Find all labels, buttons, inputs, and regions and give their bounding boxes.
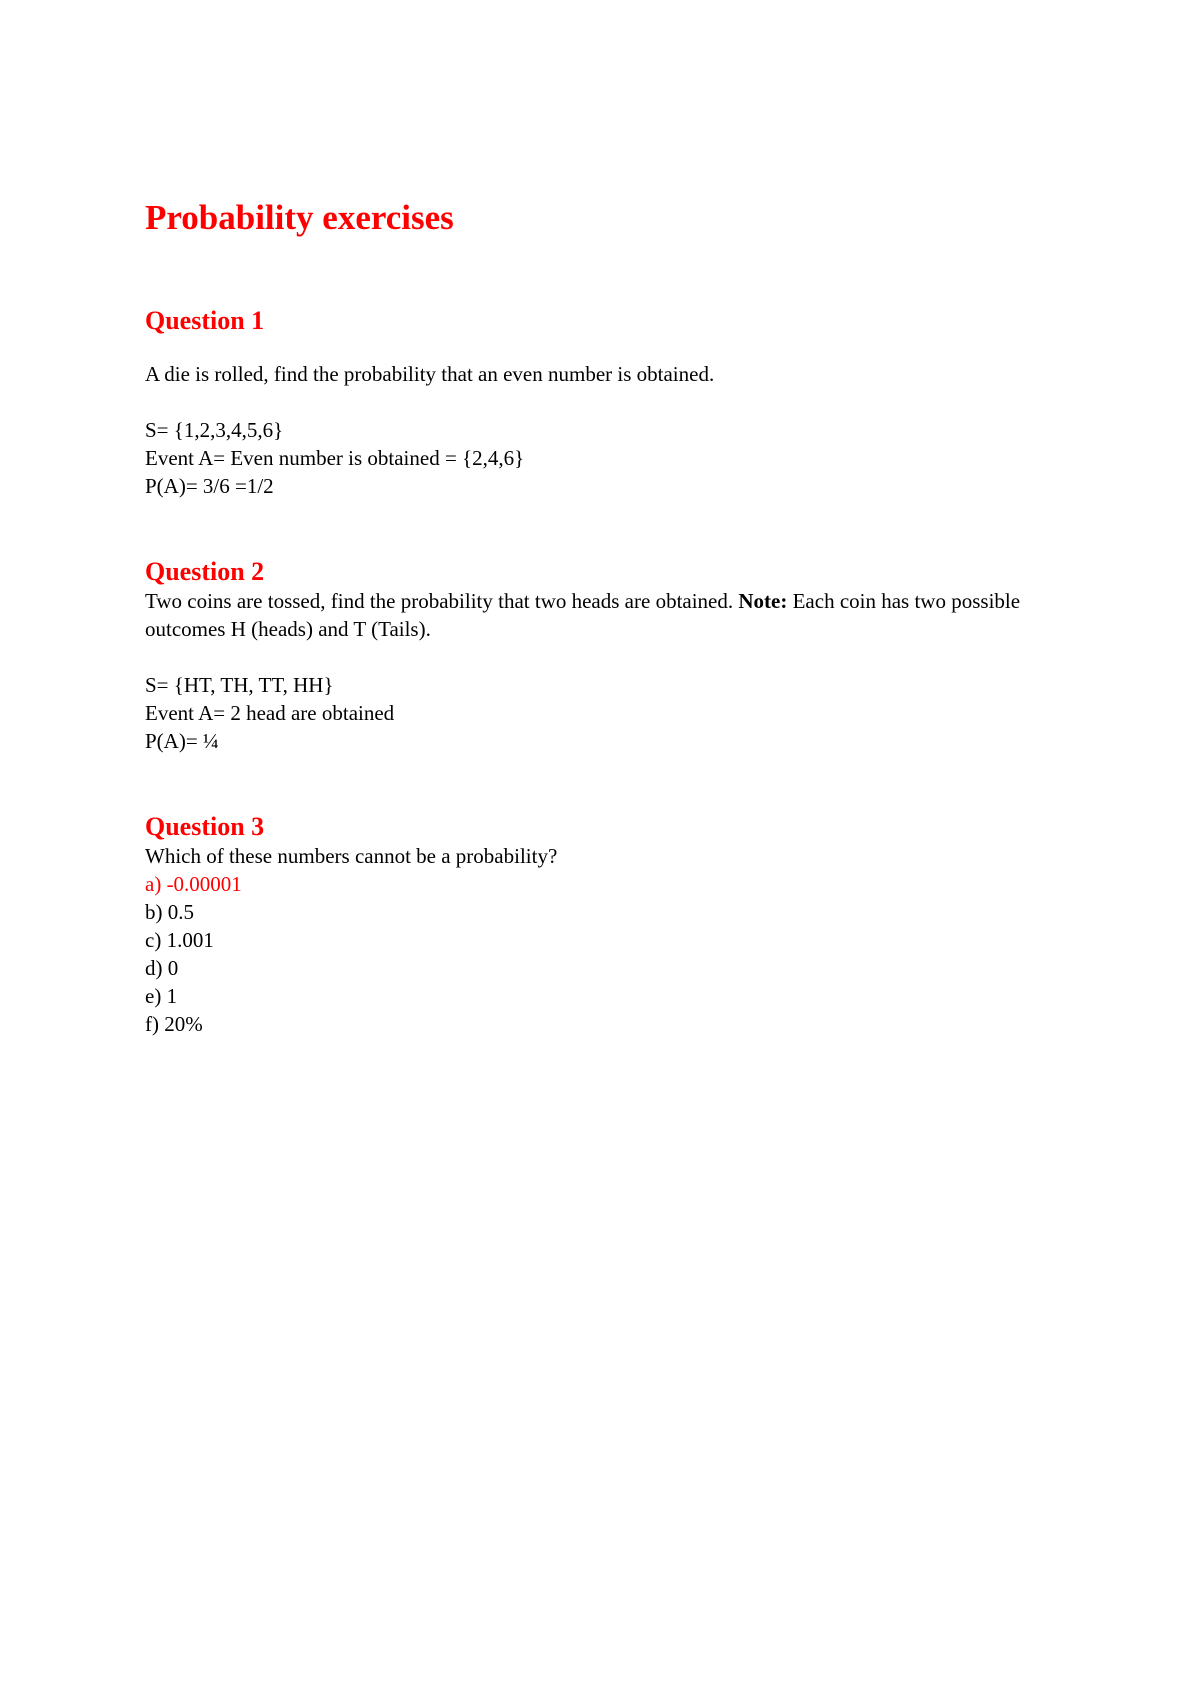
question-3-option-a: a) -0.00001 [145, 872, 242, 896]
question-3-prompt: Which of these numbers cannot be a probability? [145, 844, 558, 868]
question-2-solution [145, 671, 1075, 755]
question-1 [145, 306, 1075, 500]
page-title: Probability exercises [145, 198, 454, 237]
question-2-event: Event A= 2 head are obtained [145, 701, 395, 725]
question-2-note-text: Each coin has two possible outcomes H (heads) and T (Tails). [145, 589, 1026, 641]
question-3-option-b: b) 0.5 [145, 900, 194, 924]
question-2-sample-space: S= {HT, TH, TT, HH} [145, 673, 334, 697]
question-1-prompt: A die is rolled, find the probability that an even number is obtained. [145, 362, 715, 386]
question-2 [145, 557, 1075, 755]
question-2-probability: P(A)= ¼ [145, 729, 219, 753]
question-1-event: Event A= Even number is obtained = {2,4,6} [145, 446, 525, 470]
question-3 [145, 812, 1075, 1038]
question-3-option-d: d) 0 [145, 956, 179, 980]
question-1-heading: Question 1 [145, 306, 265, 335]
question-2-prompt-text: Two coins are tossed, find the probability that two heads are obtained. [145, 589, 739, 613]
question-1-sample-space: S= {1,2,3,4,5,6} [145, 418, 284, 442]
question-1-solution [145, 416, 1075, 500]
question-3-option-f: f) 20% [145, 1012, 203, 1036]
question-3-heading: Question 3 [145, 812, 265, 841]
question-2-prompt [145, 587, 1075, 643]
question-3-option-e: e) 1 [145, 984, 178, 1008]
document-content [145, 196, 1075, 1038]
question-3-options [145, 870, 1075, 1038]
question-3-option-c: c) 1.001 [145, 928, 214, 952]
question-2-heading: Question 2 [145, 557, 265, 586]
question-2-note-label: Note: [738, 589, 788, 613]
question-1-probability: P(A)= 3/6 =1/2 [145, 474, 274, 498]
